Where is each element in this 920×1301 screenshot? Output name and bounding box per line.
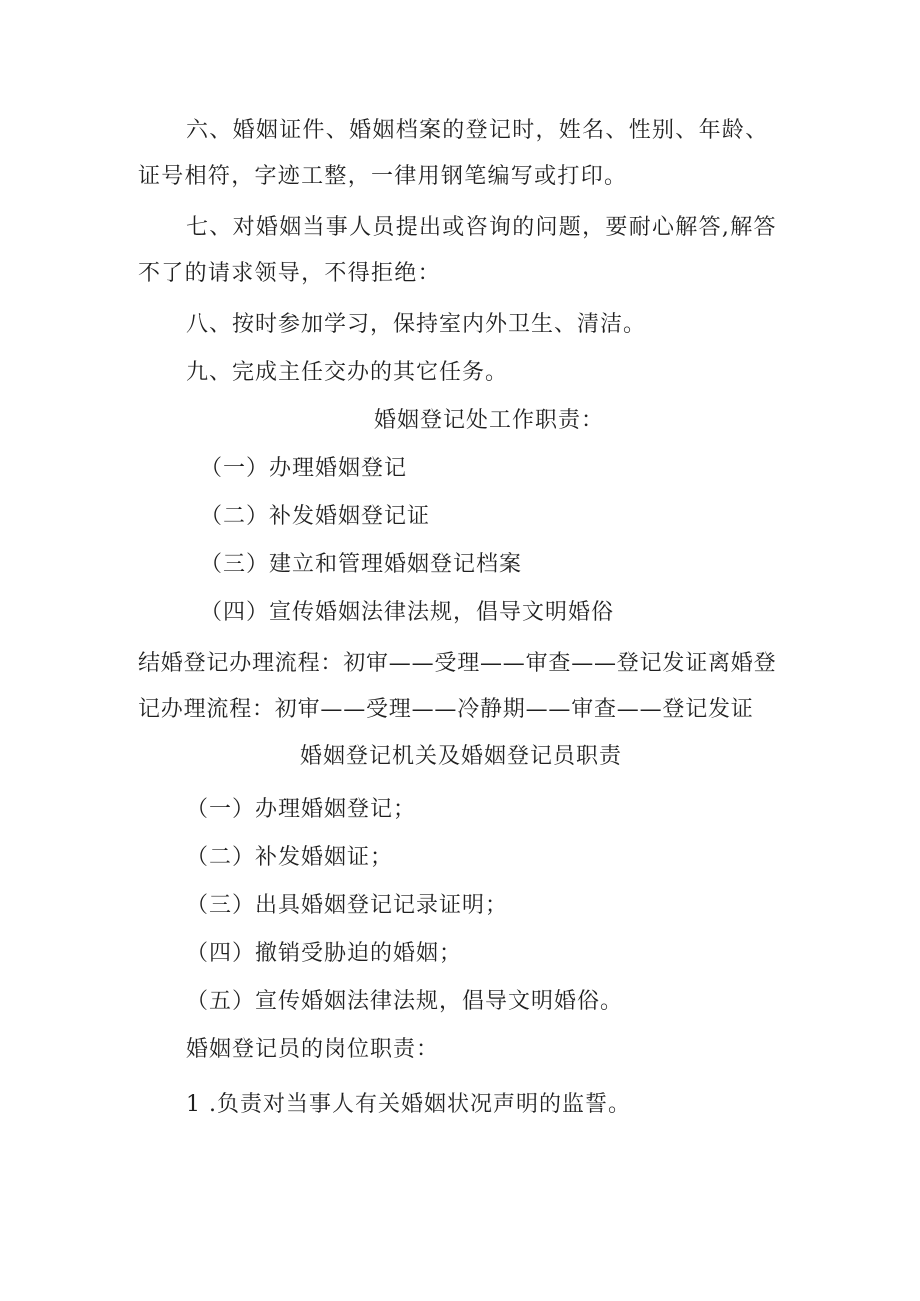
paragraph-8: 八、按时参加学习，保持室内外卫生、清洁。 xyxy=(186,312,647,337)
office-duty-item: （二）补发婚姻登记证 xyxy=(200,504,431,529)
agency-duties-title: 婚姻登记机关及婚姻登记员职责 xyxy=(300,744,623,769)
paragraph-9: 九、完成主任交办的其它任务。 xyxy=(186,360,509,385)
office-duty-item: （一）办理婚姻登记 xyxy=(200,456,408,481)
agency-duty-item: （四）撤销受胁迫的婚姻； xyxy=(186,941,463,966)
agency-duty-item: （一）办理婚姻登记； xyxy=(186,797,417,822)
agency-duty-item: （二）补发婚姻证； xyxy=(186,845,394,870)
agency-duty-item: （五）宣传婚姻法律法规，倡导文明婚俗。 xyxy=(186,989,624,1014)
paragraph-6: 六、婚姻证件、婚姻档案的登记时，姓名、性别、年龄、证号相符，字迹工整，一律用钢笔编写或打印。 xyxy=(138,118,769,189)
paragraph-7: 七、对婚姻当事人员提出或咨询的问题，要耐心解答,解答不了的请求领导，不得拒绝： xyxy=(138,215,777,286)
registration-process: 结婚登记办理流程：初审——受理——审查——登记发证离婚登记办理流程：初审——受理——冷静期——审查——登记发证 xyxy=(138,651,777,722)
registrar-duty-item: 1 .负责对当事人有关婚姻状况声明的监誓。 xyxy=(186,1092,631,1117)
office-duties-title: 婚姻登记处工作职责： xyxy=(374,408,605,433)
registrar-duties-title: 婚姻登记员的岗位职责： xyxy=(186,1037,440,1062)
office-duty-item: （四）宣传婚姻法律法规，倡导文明婚俗 xyxy=(200,600,615,625)
agency-duty-item: （三）出具婚姻登记记录证明； xyxy=(186,893,509,918)
office-duty-item: （三）建立和管理婚姻登记档案 xyxy=(200,552,523,577)
